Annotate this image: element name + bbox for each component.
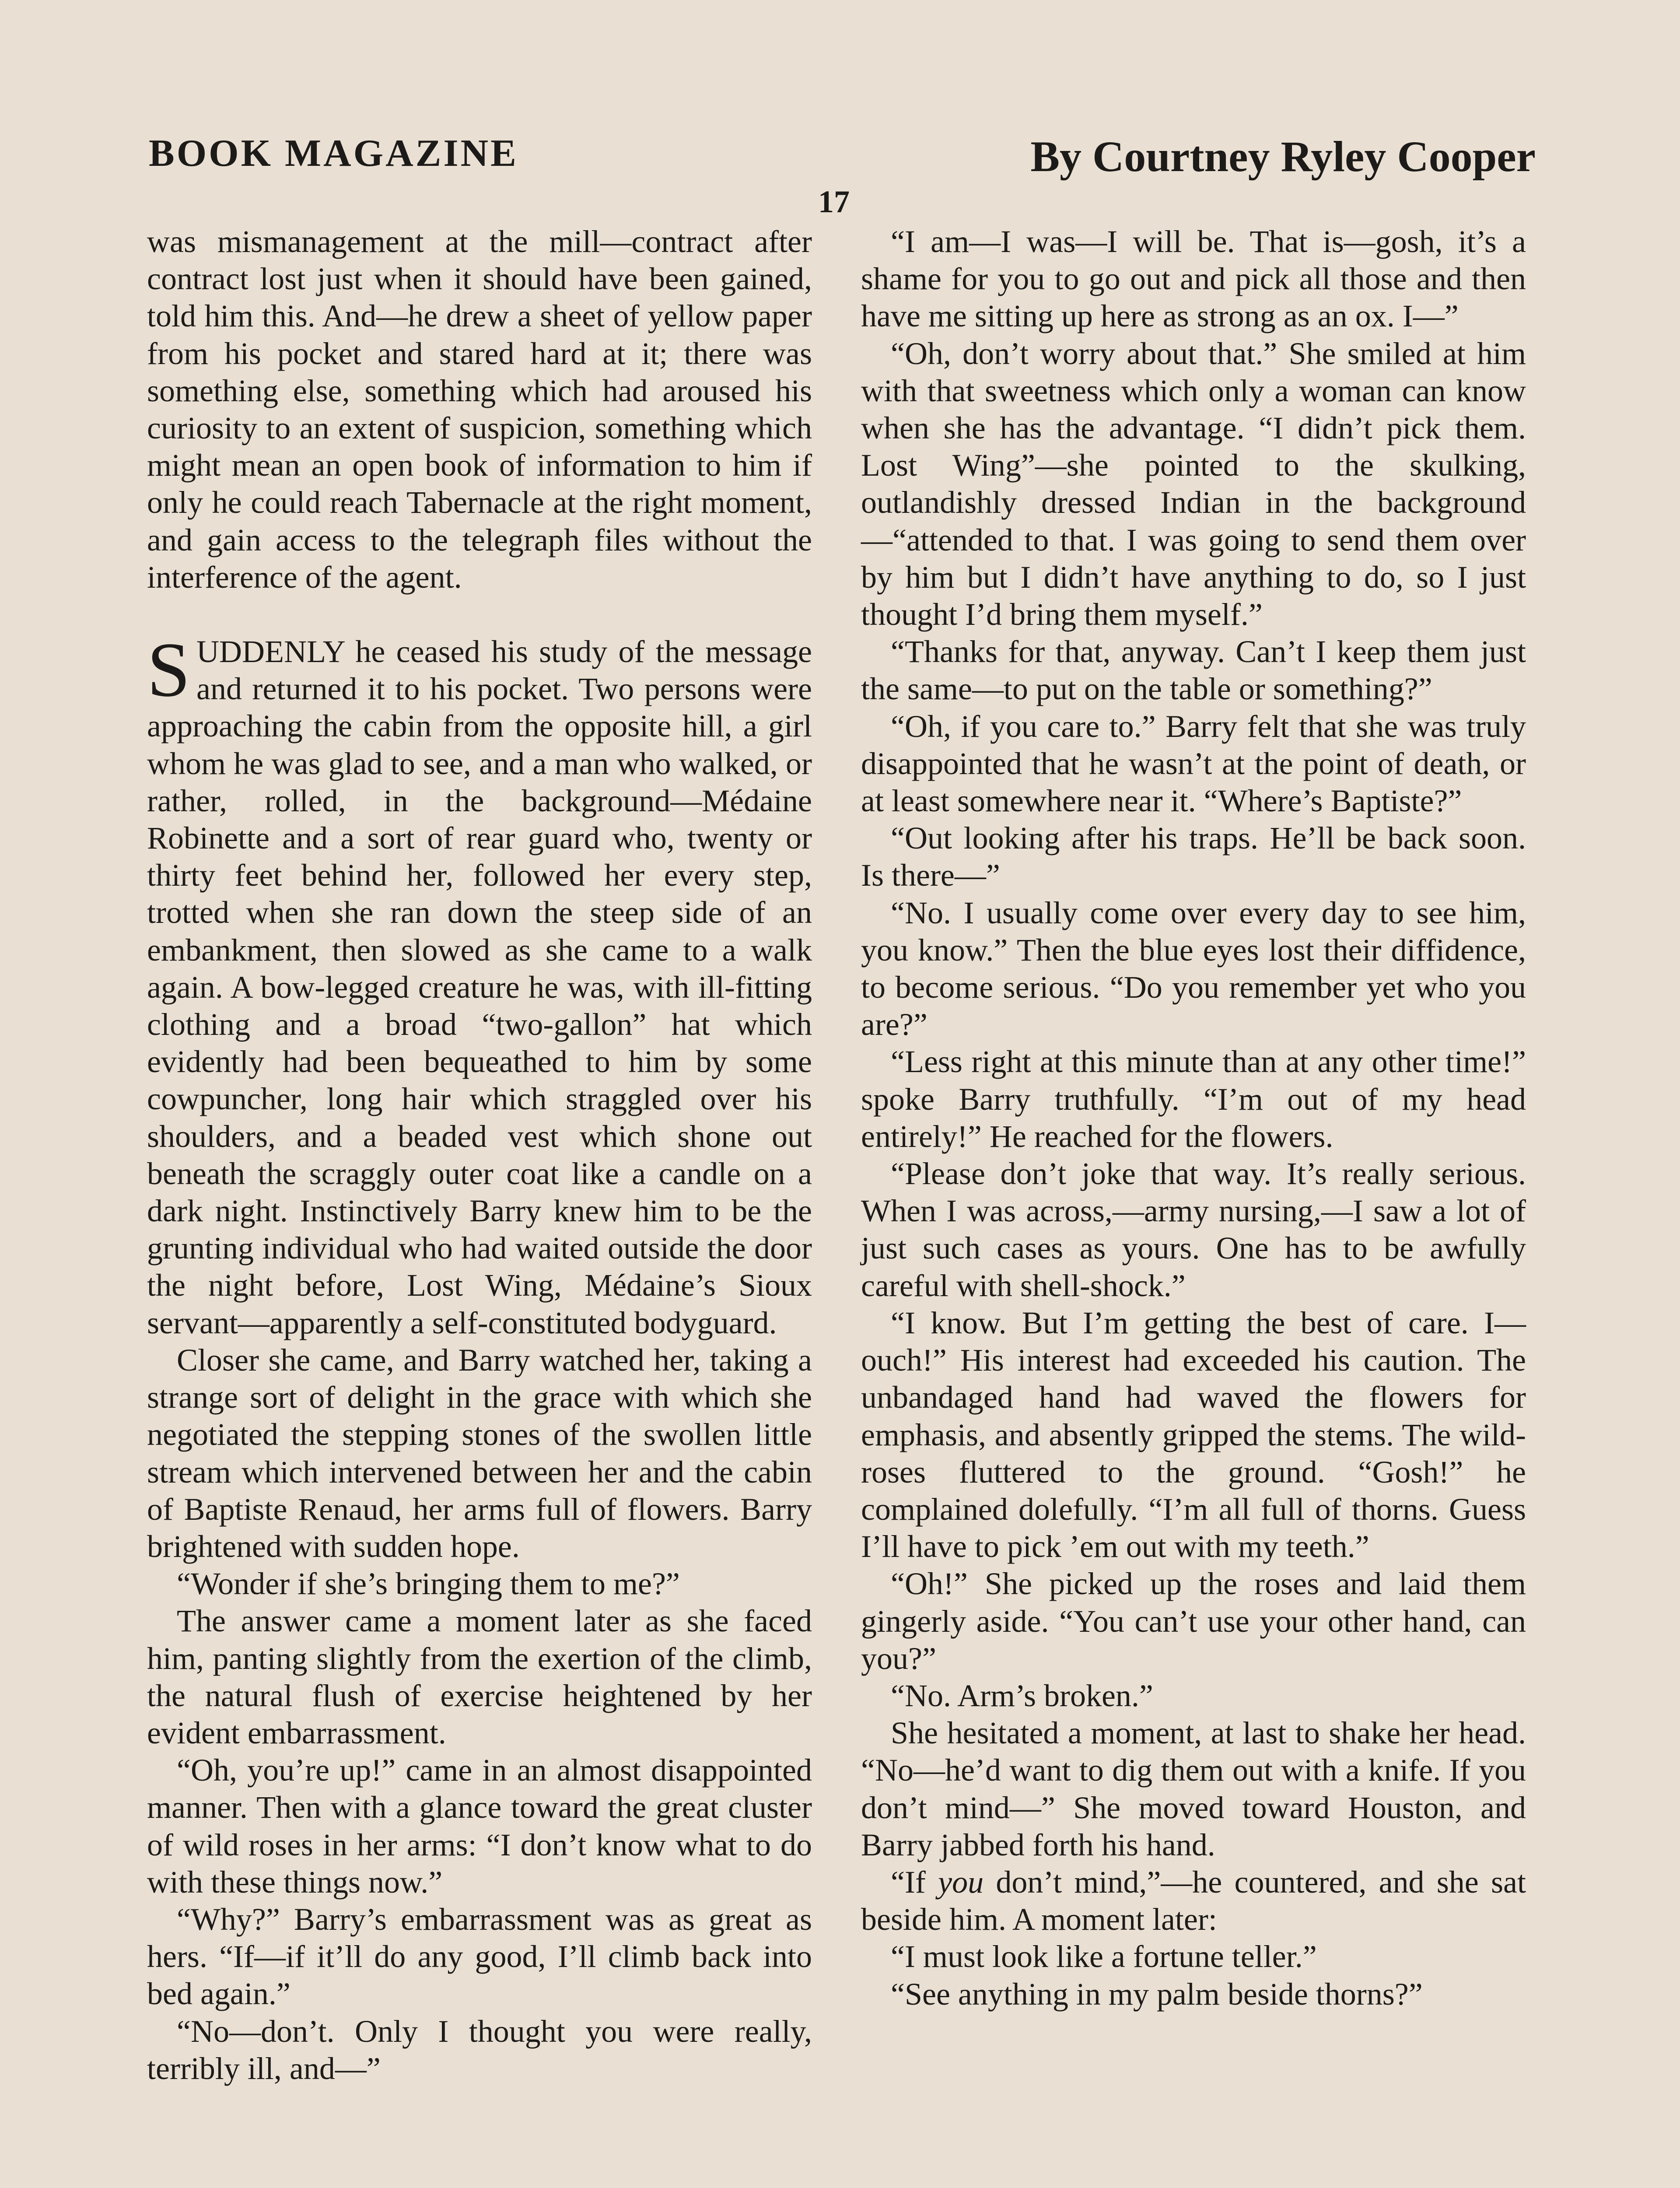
paragraph: “Oh, don’t worry about that.” She smiled at him with that sweetness which only a woman can know when she has the advantage. “I didn’t pick them. Lost Wing”—she pointed to the skulking, outlandishly dressed Indian in the background —“attended to that. I was going to send them over by him but I didn’t have anything to do, so I just thought I’d bring them myself.”: [861, 336, 1526, 632]
paragraph: [861, 1864, 1526, 1938]
paragraph: The answer came a moment later as she faced him, panting slightly from the exertion of the climb, the natural flush of exercise heightened by her evident embarrassment.: [147, 1603, 812, 1750]
paragraph: She hesitated a moment, at last to shake her head. “No—he’d want to dig them out with a knife. If you don’t mind—” She moved toward Houston, and Barry jabbed forth his hand.: [861, 1715, 1526, 1862]
left-column: [147, 223, 812, 2087]
drop-cap: S: [147, 626, 190, 713]
paragraph: “No. Arm’s broken.”: [891, 1678, 1153, 1713]
paragraph: “I must look like a fortune teller.”: [891, 1939, 1317, 1974]
paragraph: “Oh, if you care to.” Barry felt that she was truly disappointed that he wasn’t at the point of death, or at least somewhere near it. “Where’s Baptiste?”: [861, 708, 1526, 819]
paragraph: “Thanks for that, anyway. Can’t I keep them just the same—to put on the table or something?”: [861, 634, 1526, 707]
paragraph: “I know. But I’m getting the best of care. I—ouch!” His interest had exceeded his caution. The unbandaged hand had waved the flowers for emphasis, and absently gripped the stems. The wild-roses fluttered to the ground. “Gosh!” he complained dolefully. “I’m all full of thorns. Guess I’ll have to pick ’em out with my teeth.”: [861, 1305, 1526, 1564]
paragraph: “Wonder if she’s bringing them to me?”: [177, 1566, 680, 1602]
right-column: [861, 223, 1526, 2013]
paragraph: Closer she came, and Barry watched her, taking a strange sort of delight in the grace with which she negotiated the stepping stones of the swollen little stream which intervened between her and the cabin of Baptiste Renaud, her arms full of flowers. Barry brightened with sudden hope.: [147, 1342, 812, 1564]
paragraph: “Oh!” She picked up the roses and laid them gingerly aside. “You can’t use your other hand, can you?”: [861, 1566, 1526, 1676]
paragraph: “See anything in my palm beside thorns?”: [891, 1976, 1423, 2012]
paragraph-text: “If: [891, 1864, 938, 1900]
paragraph: “Why?” Barry’s embarrassment was as great as hers. “If—if it’ll do any good, I’ll climb back into bed again.”: [147, 1901, 812, 2012]
paragraph: “Please don’t joke that way. It’s really serious. When I was across,—army nursing,—I saw a lot of just such cases as yours. One has to be awfully careful with shell-shock.”: [861, 1156, 1526, 1303]
author-byline: By Courtney Ryley Cooper: [1030, 132, 1536, 181]
paragraph: “I am—I was—I will be. That is—gosh, it’s a shame for you to go out and pick all those and then have me sitting up here as strong as an ox. I—”: [861, 224, 1526, 334]
paragraph: “Oh, you’re up!” came in an almost disappointed manner. Then with a glance toward the great cluster of wild roses in her arms: “I don’t know what to do with these things now.”: [147, 1753, 812, 1900]
magazine-title: BOOK MAGAZINE: [149, 132, 518, 175]
paragraph: “No—don’t. Only I thought you were really, terribly ill, and—”: [147, 2013, 812, 2086]
paragraph: “Out looking after his traps. He’ll be back soon. Is there—”: [861, 820, 1526, 893]
paragraph-text: UDDENLY he ceased his study of the message and returned it to his pocket. Two persons were approaching the cabin from the opposite hill, a girl whom he was glad to see, and a man who walked, or rather, rolled, in the background—Médaine Robinette and a sort of rear guard who, twenty or thirty feet behind her, followed her every step, trotted when she ran down the steep side of an embankment, then slowed as she came to a walk again. A bow-legged creature he was, with ill-fitting clothing and a broad “two-gallon” hat which evidently had been bequeathed to him by some cowpuncher, long hair which straggled over his shoulders, and a beaded vest which shone out beneath the scraggly outer coat like a candle on a dark night. Instinctively Barry knew him to be the grunting individual who had waited outside the door the night before, Lost Wing, Médaine’s Sioux servant—apparently a self-constituted bodyguard.: [147, 634, 812, 1340]
paragraph-text: don’t mind,”—he countered, and she sat beside him. A moment later:: [861, 1864, 1526, 1937]
paragraph: “Less right at this minute than at any other time!” spoke Barry truthfully. “I’m out of my head entirely!” He reached for the flowers.: [861, 1044, 1526, 1154]
page-number: 17: [818, 184, 850, 219]
emphasized-word: you: [938, 1864, 984, 1900]
paragraph: was mismanagement at the mill—contract after contract lost just when it should have been gained, told him this. And—he drew a sheet of yellow paper from his pocket and stared hard at it; there was something else, something which had aroused his curiosity to an extent of suspicion, something which might mean an open book of information to him if only he could reach Tabernacle at the right moment, and gain access to the telegraph files without the interference of the agent.: [147, 224, 812, 595]
paragraph: “No. I usually come over every day to see him, you know.” Then the blue eyes lost their diffidence, to become serious. “Do you remember yet who you are?”: [861, 895, 1526, 1042]
section-opening-paragraph: [147, 626, 812, 1342]
